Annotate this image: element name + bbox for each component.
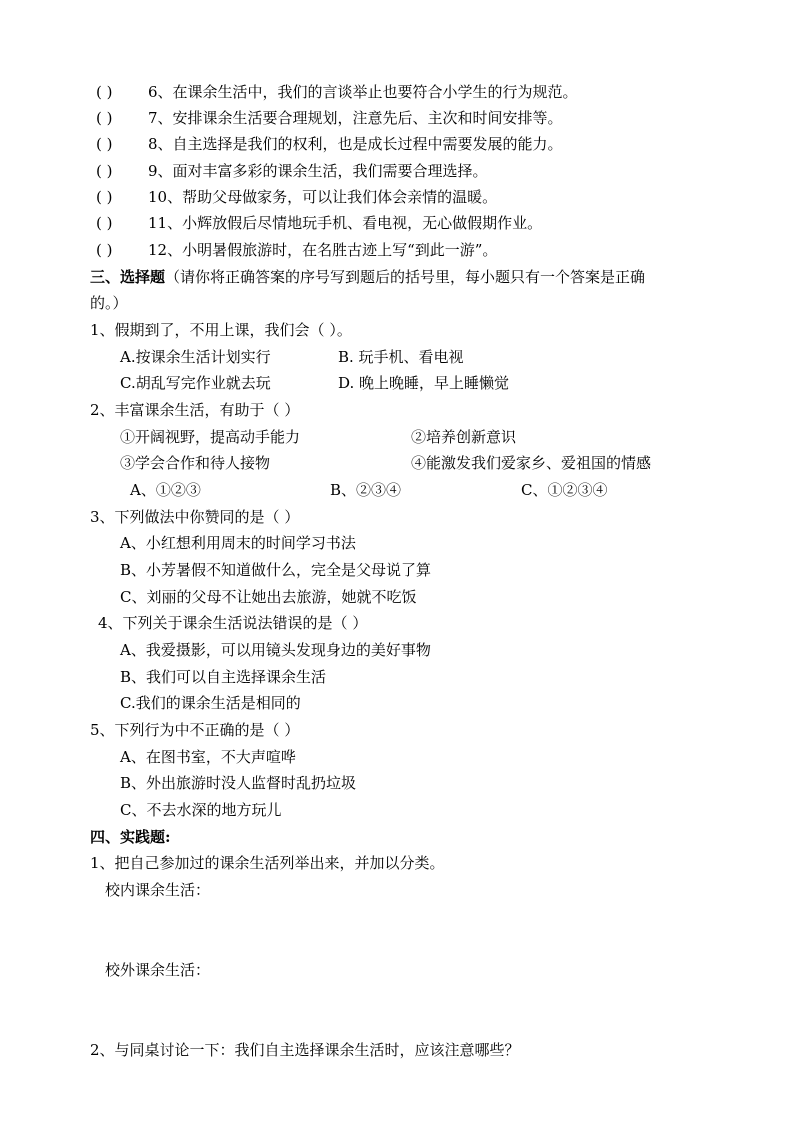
answer-paren[interactable]: ( ) xyxy=(96,109,113,127)
answer-paren[interactable]: ( ) xyxy=(96,188,113,206)
answer-paren[interactable]: ( ) xyxy=(96,214,113,232)
tf-item-11 xyxy=(96,213,542,233)
q3-option-b[interactable]: B、小芳暑假不知道做什么，完全是父母说了算 xyxy=(120,561,432,579)
q2-option-a[interactable]: A、①②③ xyxy=(130,481,201,499)
q1-option-a[interactable]: A.按课余生活计划实行 xyxy=(120,348,271,366)
tf-item-6 xyxy=(96,82,578,102)
section4-title: 四、实践题: xyxy=(90,828,171,846)
answer-paren[interactable]: ( ) xyxy=(96,135,113,153)
q1-stem: 1、假期到了，不用上课，我们会（ ）。 xyxy=(90,321,352,339)
section3-title: 三、选择题 xyxy=(90,268,166,286)
q3-option-a[interactable]: A、小红想利用周末的时间学习书法 xyxy=(120,534,356,552)
answer-paren[interactable]: ( ) xyxy=(96,241,113,259)
q1-option-b[interactable]: B. 玩手机、看电视 xyxy=(338,348,464,366)
tf-text: 9、面对丰富多彩的课余生活，我们需要合理选择。 xyxy=(148,162,488,180)
q2-stem: 2、丰富课余生活，有助于（ ） xyxy=(90,401,300,419)
q2-item-4: ④能激发我们爱家乡、爱祖国的情感 xyxy=(411,454,652,472)
tf-item-12 xyxy=(96,240,497,260)
q3-option-c[interactable]: C、刘丽的父母不让她出去旅游，她就不吃饭 xyxy=(120,588,417,606)
tf-text: 8、自主选择是我们的权利，也是成长过程中需要发展的能力。 xyxy=(148,135,563,153)
tf-text: 12、小明暑假旅游时，在名胜古迹上写“到此一游”。 xyxy=(148,241,498,259)
q2-option-c[interactable]: C、①②③④ xyxy=(521,481,608,499)
q1-option-d[interactable]: D. 晚上晚睡，早上睡懒觉 xyxy=(338,374,510,392)
tf-text: 11、小辉放假后尽情地玩手机、看电视，无心做假期作业。 xyxy=(148,214,543,232)
section3-instruction: （请你将正确答案的序号写到题后的括号里，每小题只有一个答案是正确 xyxy=(165,268,646,286)
out-school-label: 校外课余生活： xyxy=(105,961,211,979)
answer-paren[interactable]: ( ) xyxy=(96,83,113,101)
q2-option-b[interactable]: B、②③④ xyxy=(330,481,402,499)
q5-option-c[interactable]: C、不去水深的地方玩儿 xyxy=(120,801,282,819)
q2-item-2: ②培养创新意识 xyxy=(411,428,517,446)
in-school-label: 校内课余生活： xyxy=(105,881,211,899)
q3-stem: 3、下列做法中你赞同的是（ ） xyxy=(90,508,300,526)
q5-option-b[interactable]: B、外出旅游时没人监督时乱扔垃圾 xyxy=(120,774,357,792)
section4-q1: 1、把自己参加过的课余生活列举出来，并加以分类。 xyxy=(90,854,445,872)
q5-stem: 5、下列行为中不正确的是（ ） xyxy=(90,721,300,739)
q2-item-3: ③学会合作和待人接物 xyxy=(120,454,271,472)
tf-item-10 xyxy=(96,187,497,207)
q4-option-b[interactable]: B、我们可以自主选择课余生活 xyxy=(120,668,327,686)
tf-text: 10、帮助父母做家务，可以让我们体会亲情的温暖。 xyxy=(148,188,498,206)
section3-instruction-cont: 的。） xyxy=(90,294,128,312)
q2-item-1: ①开阔视野，提高动手能力 xyxy=(120,428,301,446)
tf-item-9 xyxy=(96,161,488,181)
q4-stem: 4、下列关于课余生活说法错误的是（ ） xyxy=(98,614,368,632)
q4-option-c[interactable]: C.我们的课余生活是相同的 xyxy=(120,694,301,712)
tf-text: 7、安排课余生活要合理规划，注意先后、主次和时间安排等。 xyxy=(148,109,563,127)
q4-option-a[interactable]: A、我爱摄影，可以用镜头发现身边的美好事物 xyxy=(120,641,431,659)
section4-q2: 2、与同桌讨论一下：我们自主选择课余生活时，应该注意哪些？ xyxy=(90,1041,520,1059)
tf-item-7 xyxy=(96,108,563,128)
q1-option-c[interactable]: C.胡乱写完作业就去玩 xyxy=(120,374,271,392)
q5-option-a[interactable]: A、在图书室，不大声喧哗 xyxy=(120,748,296,766)
answer-paren[interactable]: ( ) xyxy=(96,162,113,180)
tf-item-8 xyxy=(96,134,563,154)
section3-heading-line xyxy=(90,267,645,287)
tf-text: 6、在课余生活中，我们的言谈举止也要符合小学生的行为规范。 xyxy=(148,83,578,101)
